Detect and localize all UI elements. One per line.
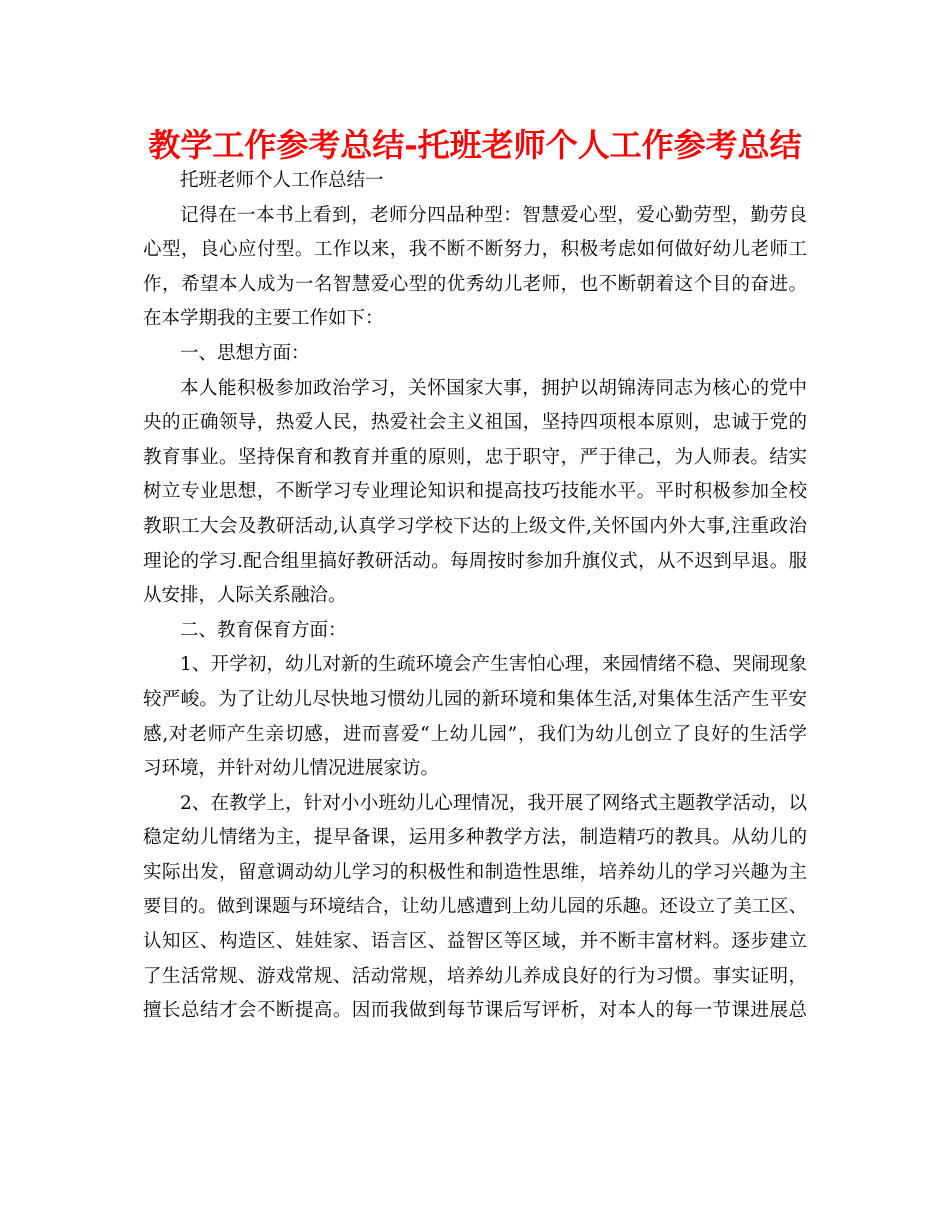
text-line: 习环境，并针对幼儿情况进展家访。 <box>143 758 440 780</box>
text-line: 2、在教学上，针对小小班幼儿心理情况，我开展了网络式主题教学活动，以 <box>180 792 807 814</box>
text-line: 擅长总结才会不断提高。因而我做到每节课后写评析，对本人的每一节课进展总 <box>143 1000 807 1022</box>
text-line: 感,对老师产生亲切感，进而喜爱“上幼儿园”，我们为幼儿创立了良好的生活学 <box>143 723 807 745</box>
text-line: 理论的学习.配合组里搞好教研活动。每周按时参加升旗仪式，从不迟到早退。服 <box>143 550 807 572</box>
text-line: 心型，良心应付型。工作以来，我不断不断努力，积极考虑如何做好幼儿老师工 <box>143 239 807 261</box>
text-line: 本人能积极参加政治学习，关怀国家大事，拥护以胡锦涛同志为核心的党中 <box>180 377 807 399</box>
text-line: 二、教育保育方面： <box>180 619 347 641</box>
text-line: 一、思想方面： <box>180 342 310 364</box>
text-line: 作，希望本人成为一名智慧爱心型的优秀幼儿老师，也不断朝着这个目的奋进。 <box>143 273 807 295</box>
text-line: 教育事业。坚持保育和教育并重的原则，忠于职守，严于律己，为人师表。结实 <box>143 446 807 468</box>
text-line: 了生活常规、游戏常规、活动常规，培养幼儿养成良好的行为习惯。事实证明， <box>143 965 807 987</box>
text-line: 要目的。做到课题与环境结合，让幼儿感遭到上幼儿园的乐趣。还设立了美工区、 <box>143 896 807 918</box>
text-line: 认知区、构造区、娃娃家、语言区、益智区等区域，并不断丰富材料。逐步建立 <box>143 931 807 953</box>
text-line: 1、开学初，幼儿对新的生疏环境会产生害怕心理，来园情绪不稳、哭闹现象 <box>180 654 807 676</box>
text-line: 教职工大会及教研活动,认真学习学校下达的上级文件,关怀国内外大事,注重政治 <box>143 515 807 537</box>
text-line: 托班老师个人工作总结一 <box>180 170 384 191</box>
document-title: 教学工作参考总结-托班老师个人工作参考总结 <box>148 126 802 164</box>
text-line: 树立专业思想，不断学习专业理论知识和提高技巧技能水平。平时积极参加全校 <box>143 481 807 503</box>
text-line: 央的正确领导，热爱人民，热爱社会主义祖国，坚持四项根本原则，忠诚于党的 <box>143 412 807 434</box>
document-body <box>143 164 807 1029</box>
text-line: 从安排，人际关系融洽。 <box>143 585 347 607</box>
text-line: 实际出发，留意调动幼儿学习的积极性和制造性思维，培养幼儿的学习兴趣为主 <box>143 861 807 883</box>
text-line: 记得在一本书上看到，老师分四品种型：智慧爱心型，爱心勤劳型，勤劳良 <box>180 204 807 226</box>
text-line: 稳定幼儿情绪为主，提早备课，运用多种教学方法，制造精巧的教具。从幼儿的 <box>143 827 807 849</box>
text-line: 较严峻。为了让幼儿尽快地习惯幼儿园的新环境和集体生活,对集体生活产生平安 <box>143 688 807 710</box>
text-line: 在本学期我的主要工作如下： <box>143 308 384 330</box>
